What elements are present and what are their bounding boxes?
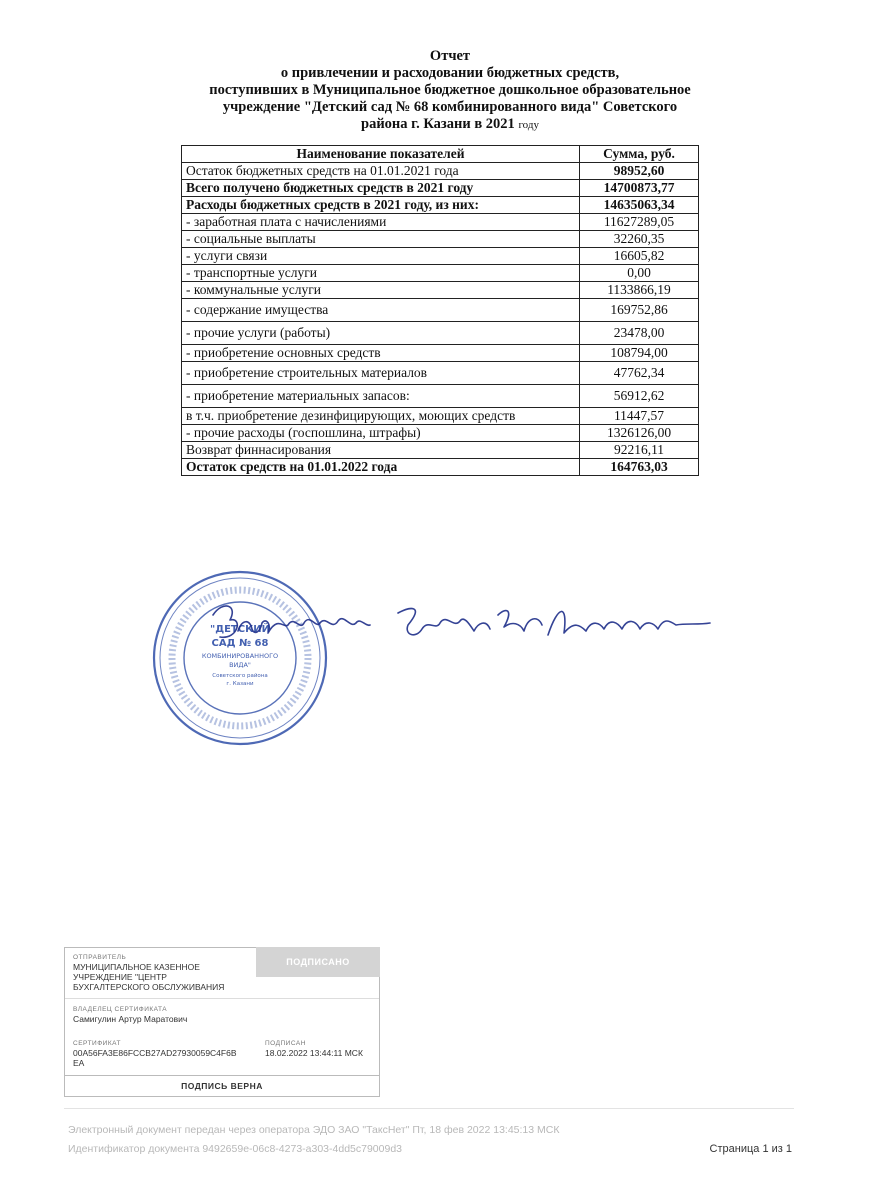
row-amount: 164763,03 bbox=[580, 459, 699, 476]
row-name: Остаток средств на 01.01.2022 года bbox=[182, 459, 580, 476]
column-header-name: Наименование показателей bbox=[182, 146, 580, 163]
handwritten-signature bbox=[208, 595, 718, 670]
title-line: района г. Казани в 2021 году bbox=[361, 116, 539, 132]
title-line: учреждение "Детский сад № 68 комбинированного вида" Советского bbox=[222, 99, 678, 115]
table-row bbox=[182, 265, 699, 282]
table-row bbox=[182, 299, 699, 322]
page-number: Страница 1 из 1 bbox=[709, 1143, 792, 1155]
table-row bbox=[182, 231, 699, 248]
sender-line: УЧРЕЖДЕНИЕ "ЦЕНТР bbox=[73, 972, 167, 982]
report-title bbox=[150, 48, 750, 134]
title-line: о привлечении и расходовании бюджетных средств, bbox=[280, 65, 620, 81]
row-amount: 1326126,00 bbox=[580, 425, 699, 442]
certificate-id: 00A56FA3E86FCCB27AD27930059C4F6B bbox=[73, 1048, 237, 1058]
table-row bbox=[182, 408, 699, 425]
row-name: - транспортные услуги bbox=[182, 265, 580, 282]
title-line: поступивших в Муниципальное бюджетное дошкольное образовательное bbox=[209, 82, 691, 98]
row-amount: 169752,86 bbox=[580, 299, 699, 322]
table-row bbox=[182, 345, 699, 362]
owner-label: ВЛАДЕЛЕЦ СЕРТИФИКАТА bbox=[73, 1006, 168, 1013]
row-name: - прочие услуги (работы) bbox=[182, 322, 580, 345]
table-row bbox=[182, 459, 699, 476]
table-row bbox=[182, 322, 699, 345]
signature-verified: ПОДПИСЬ ВЕРНА bbox=[65, 1075, 379, 1096]
certificate-owner: Самигулин Артур Маратович bbox=[73, 1014, 188, 1024]
row-name: Возврат финнасирования bbox=[182, 442, 580, 459]
row-name: - приобретение строительных материалов bbox=[182, 362, 580, 385]
row-amount: 11627289,05 bbox=[580, 214, 699, 231]
row-amount: 0,00 bbox=[580, 265, 699, 282]
row-name: в т.ч. приобретение дезинфицирующих, моющих средств bbox=[182, 408, 580, 425]
row-name: - коммунальные услуги bbox=[182, 282, 580, 299]
stamp-line: "ДЕТСКИЙ bbox=[209, 624, 271, 635]
signed-badge: ПОДПИСАНО bbox=[256, 947, 380, 977]
sender-line: МУНИЦИПАЛЬНОЕ КАЗЕННОЕ bbox=[73, 962, 200, 972]
transfer-note: Электронный документ передан через оператора ЭДО ЗАО "ТаксНет" Пт, 18 фев 2022 13:45:13 МСК bbox=[68, 1124, 560, 1136]
signed-at: 18.02.2022 13:44:11 МСК bbox=[265, 1048, 363, 1058]
table-header-row bbox=[182, 146, 699, 163]
certificate-id-tail: EA bbox=[73, 1058, 85, 1068]
table-row bbox=[182, 180, 699, 197]
sender-line: БУХГАЛТЕРСКОГО ОБСЛУЖИВАНИЯ bbox=[73, 982, 225, 992]
row-amount: 14635063,34 bbox=[580, 197, 699, 214]
row-name: - социальные выплаты bbox=[182, 231, 580, 248]
table-row bbox=[182, 248, 699, 265]
row-name: - приобретение основных средств bbox=[182, 345, 580, 362]
signed-at-label: ПОДПИСАН bbox=[265, 1040, 306, 1047]
row-amount: 16605,82 bbox=[580, 248, 699, 265]
edo-signature-panel bbox=[64, 947, 380, 1097]
document-id: Идентификатор документа 9492659e-06c8-4273-a303-4dd5c79009d3 bbox=[68, 1143, 403, 1155]
stamp-line: г. Казани bbox=[226, 681, 254, 687]
stamp-line: Советского района bbox=[212, 673, 268, 679]
column-header-amount: Сумма, руб. bbox=[580, 146, 699, 163]
row-amount: 98952,60 bbox=[580, 163, 699, 180]
title-line: Отчет bbox=[429, 48, 471, 64]
row-name: - прочие расходы (госпошлина, штрафы) bbox=[182, 425, 580, 442]
row-name: Остаток бюджетных средств на 01.01.2021 года bbox=[182, 163, 580, 180]
row-name: Расходы бюджетных средств в 2021 году, из них: bbox=[182, 197, 580, 214]
table-row bbox=[182, 282, 699, 299]
table-row bbox=[182, 442, 699, 459]
certificate-label: СЕРТИФИКАТ bbox=[73, 1040, 121, 1047]
table-row bbox=[182, 362, 699, 385]
budget-table bbox=[181, 145, 699, 476]
row-name: - приобретение материальных запасов: bbox=[182, 385, 580, 408]
title-suffix: году bbox=[518, 119, 539, 131]
signature-icon bbox=[208, 595, 718, 665]
sender-label: ОТПРАВИТЕЛЬ bbox=[73, 954, 127, 961]
row-amount: 1133866,19 bbox=[580, 282, 699, 299]
stamp-line: САД № 68 bbox=[211, 638, 269, 649]
row-amount: 32260,35 bbox=[580, 231, 699, 248]
row-amount: 47762,34 bbox=[580, 362, 699, 385]
stamp-line: ВИДА" bbox=[229, 661, 251, 669]
footer-divider bbox=[64, 1108, 794, 1109]
table-row bbox=[182, 425, 699, 442]
row-amount: 108794,00 bbox=[580, 345, 699, 362]
row-amount: 23478,00 bbox=[580, 322, 699, 345]
table-row bbox=[182, 214, 699, 231]
row-amount: 14700873,77 bbox=[580, 180, 699, 197]
row-amount: 92216,11 bbox=[580, 442, 699, 459]
table-row bbox=[182, 385, 699, 408]
stamp-line: КОМБИНИРОВАННОГО bbox=[201, 652, 279, 660]
row-name: - услуги связи bbox=[182, 248, 580, 265]
table-row bbox=[182, 197, 699, 214]
table-row bbox=[182, 163, 699, 180]
row-name: Всего получено бюджетных средств в 2021 году bbox=[182, 180, 580, 197]
row-name: - заработная плата с начислениями bbox=[182, 214, 580, 231]
row-name: - содержание имущества bbox=[182, 299, 580, 322]
row-amount: 56912,62 bbox=[580, 385, 699, 408]
row-amount: 11447,57 bbox=[580, 408, 699, 425]
